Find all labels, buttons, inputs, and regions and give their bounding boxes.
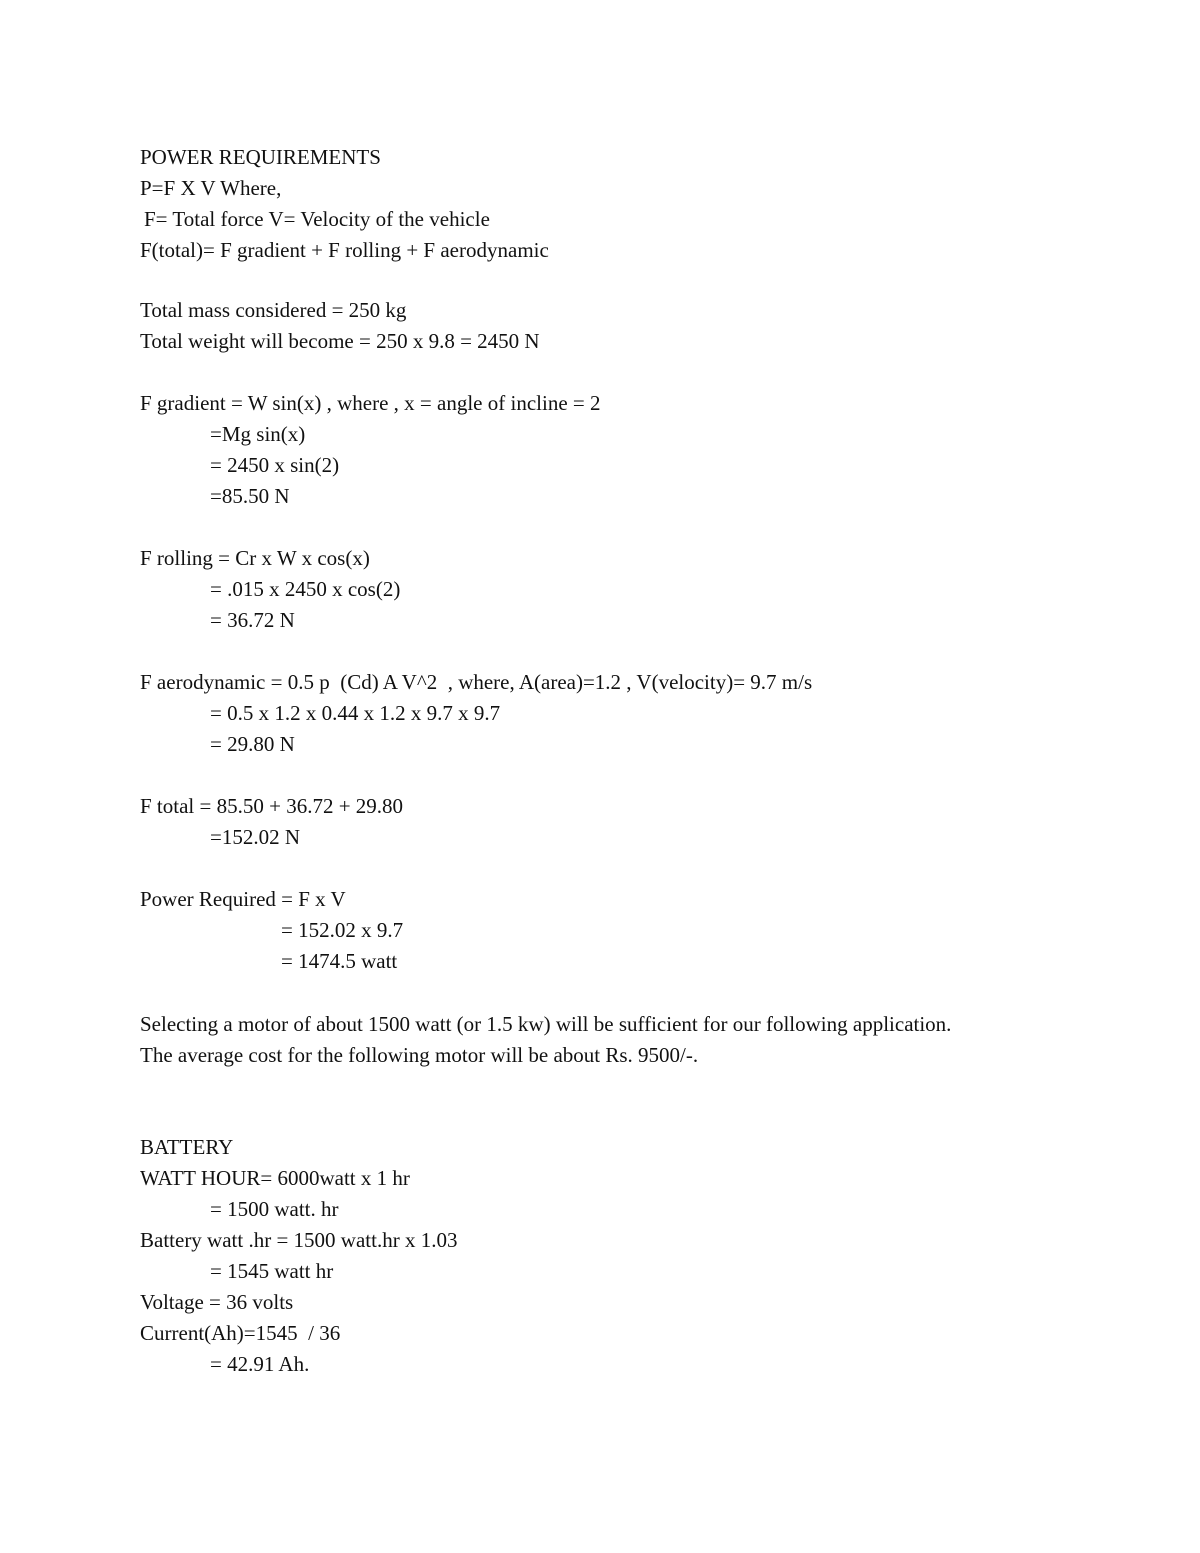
total-force-formula: F(total)= F gradient + F rolling + F aerodynamic — [140, 238, 549, 262]
gradient-line-1: F gradient = W sin(x) , where , x = angle of incline = 2 — [140, 391, 601, 415]
battery-watt-hour-line: Battery watt .hr = 1500 watt.hr x 1.03 — [140, 1228, 458, 1252]
power-required-line-2: = 152.02 x 9.7 — [281, 918, 404, 942]
power-required-line-3: = 1474.5 watt — [281, 949, 398, 973]
current-line: Current(Ah)=1545 / 36 — [140, 1321, 341, 1345]
battery-heading: BATTERY — [140, 1135, 234, 1159]
rolling-line-2: = .015 x 2450 x cos(2) — [210, 577, 401, 601]
aero-line-2: = 0.5 x 1.2 x 0.44 x 1.2 x 9.7 x 9.7 — [210, 701, 501, 725]
variable-definitions: F= Total force V= Velocity of the vehicle — [144, 207, 490, 231]
gradient-line-2: =Mg sin(x) — [210, 422, 306, 446]
aero-line-3: = 29.80 N — [210, 732, 295, 756]
voltage-line: Voltage = 36 volts — [140, 1290, 294, 1314]
power-formula: P=F X V Where, — [140, 176, 282, 200]
rolling-line-3: = 36.72 N — [210, 608, 295, 632]
conclusion-line-1: Selecting a motor of about 1500 watt (or 1.5 kw) will be sufficient for our following application. — [140, 1012, 952, 1036]
watt-hour-result: = 1500 watt. hr — [210, 1197, 339, 1221]
gradient-line-3: = 2450 x sin(2) — [210, 453, 340, 477]
aero-line-1: F aerodynamic = 0.5 p (Cd) A V^2 , where, A(area)=1.2 , V(velocity)= 9.7 m/s — [140, 670, 813, 694]
total-line-2: =152.02 N — [210, 825, 301, 849]
watt-hour-line: WATT HOUR= 6000watt x 1 hr — [140, 1166, 410, 1190]
gradient-line-4: =85.50 N — [210, 484, 290, 508]
total-mass-line: Total mass considered = 250 kg — [140, 298, 407, 322]
power-heading: POWER REQUIREMENTS — [140, 145, 381, 169]
battery-watt-hour-result: = 1545 watt hr — [210, 1259, 334, 1283]
power-required-line-1: Power Required = F x V — [140, 887, 346, 911]
current-result: = 42.91 Ah. — [210, 1352, 310, 1376]
total-weight-line: Total weight will become = 250 x 9.8 = 2450 N — [140, 329, 540, 353]
total-line-1: F total = 85.50 + 36.72 + 29.80 — [140, 794, 404, 818]
conclusion-line-2: The average cost for the following motor will be about Rs. 9500/-. — [140, 1043, 699, 1067]
rolling-line-1: F rolling = Cr x W x cos(x) — [140, 546, 370, 570]
